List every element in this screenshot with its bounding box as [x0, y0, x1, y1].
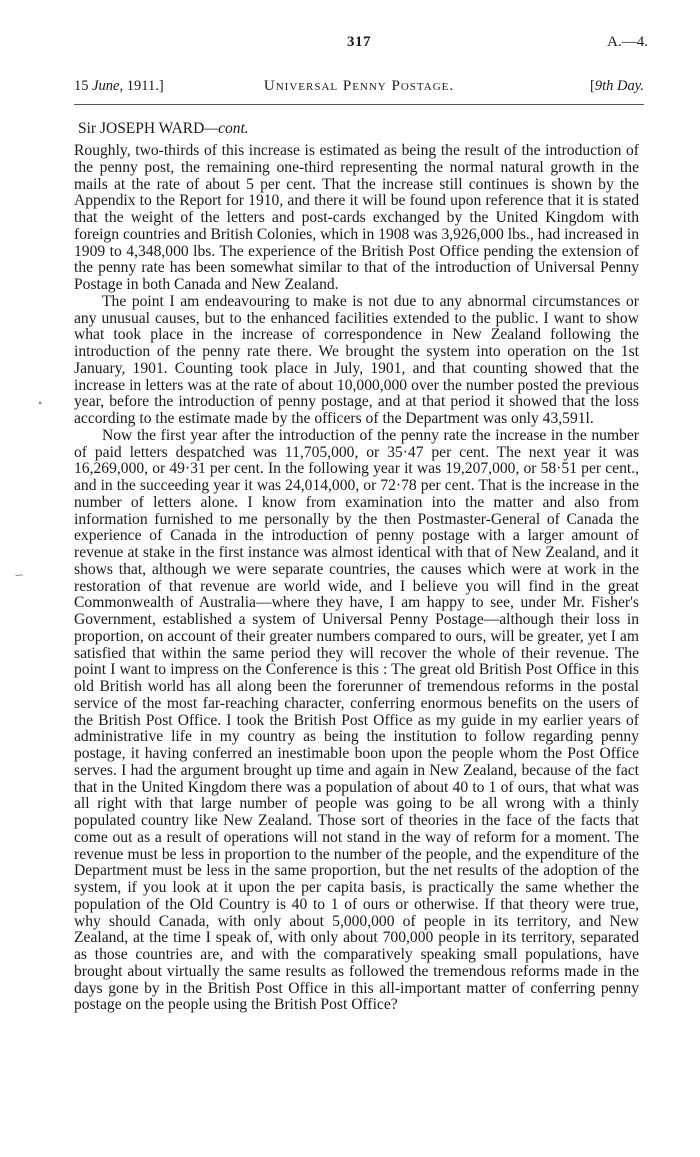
margin-mark: ∽: [14, 568, 25, 582]
running-head: [74, 78, 644, 98]
running-head-day: [590, 78, 644, 95]
page-top-line: [70, 34, 648, 52]
margin-dot: •: [38, 396, 43, 410]
day-text: 9th Day.: [594, 78, 644, 94]
date-year: , 1911.]: [119, 78, 164, 94]
paragraph: Roughly, two-thirds of this increase is estimated as being the result of the introduction of the penny post, the remaining one-third representing the normal natural growth in the mails at the rate of about 5 per cent. That the increase still continues is shown by the Appendix to the Report for 1910, and there it will be found upon reference that it is stated that the weight of the letters and post-cards exchanged by the United Kingdom with foreign countries and British Colonies, which in 1908 was 3,926,000 lbs., had increased in 1909 to 4,348,000 lbs. The experience of the British Post Office pending the extension of the penny rate has been somewhat similar to that of the introduction of Universal Penny Postage in both Canada and New Zealand.: [74, 142, 639, 293]
header-rule: [74, 104, 644, 105]
body-text: [74, 143, 639, 1014]
document-reference: A.—4.: [607, 34, 648, 50]
day-bracket: [: [590, 78, 595, 94]
page-number: 317: [347, 34, 371, 50]
date-month: June: [92, 78, 120, 94]
speaker-name: Sir JOSEPH WARD: [78, 120, 205, 137]
paragraph: The point I am endeavouring to make is not due to any abnormal circumstances or any unusual causes, but to the enhanced facilities extended to the public. I want to show what took place in the increase of correspondence in New Zealand following the introduction of the penny rate there. We brought the system into operation on the 1st January, 1901. Counting took place in July, 1901, and that counting showed that the increase in letters was at the rate of about 10,000,000 over the number posted the previous year, before the introduction of penny postage, and at that period it showed that the loss according to the estimate made by the officers of the Department was only 43,591l.: [74, 292, 639, 427]
paragraph: Now the first year after the introduction of the penny rate the increase in the number of paid letters despatched was 11,705,000, or 35·47 per cent. The next year it was 16,269,000, or 49·31 per cent. In the following year it was 19,207,000, or 58·51 per cent., and in the succeeding year it was 24,014,000, or 72·78 per cent. That is the increase in the number of letters alone. I know from examination into the matter and also from information furnished to me personally by the then Postmaster-General of Canada the experience of Canada in the introduction of penny postage with a larger amount of revenue at stake in the first instance was almost identical with that of New Zealand, and it shows that, although we were separate countries, the causes which were at work in the restoration of that revenue are world wide, and I believe you will find in the great Commonwealth of Australia—where they have, I am happy to see, under Mr. Fisher's Government, established a system of Universal Penny Postage—although their loss in proportion, on account of their greater numbers compared to ours, will be greater, yet I am satisfied that within the same period they will recover the whole of their revenue. The point I want to impress on the Conference is this : The great old British Post Office in this old British world has all along been the forerunner of tremendous reforms in the postal service of the most far-reaching character, conferring enormous benefits on the users of the British Post Office. I took the British Post Office as my guide in my earlier years of administrative life in my country as being the institution to follow regarding penny postage, it having conferred an inestimable boon upon the people whom the Post Office serves. I had the argument brought up time and again in New Zealand, because of the fact that in the United Kingdom there was a population of about 40 to 1 of ours, that what was all right with that large number of people was going to be all wrong with a thinly populated country like New Zealand. Those sort of theories in the face of the facts that come out as a result of operations will not stand in the way of reform for a moment. The revenue must be less in proportion to the number of the people, and the expenditure of the Department must be less in the same proportion, but the net results of the adoption of the system, if you look at it upon the per capita basis, is practically the same whether the population of the Old Country is 40 to 1 of ours or otherwise. If that theory were true, why should Canada, with only about 5,000,000 of people in its territory, and New Zealand, at the time I speak of, with only about 700,000 people in its territory, separated as those countries are, and with the comparatively speaking small populations, have brought about virtually the same results as followed the tremendous reforms made in the days gone by in the British Post Office in this all-important matter of conferring penny postage on the people using the British Post Office?: [74, 426, 639, 1014]
running-head-title: Universal Penny Postage.: [263, 78, 455, 94]
speaker-heading: [78, 120, 249, 138]
date-day: 15: [74, 78, 93, 94]
speaker-suffix: —cont.: [204, 120, 249, 137]
